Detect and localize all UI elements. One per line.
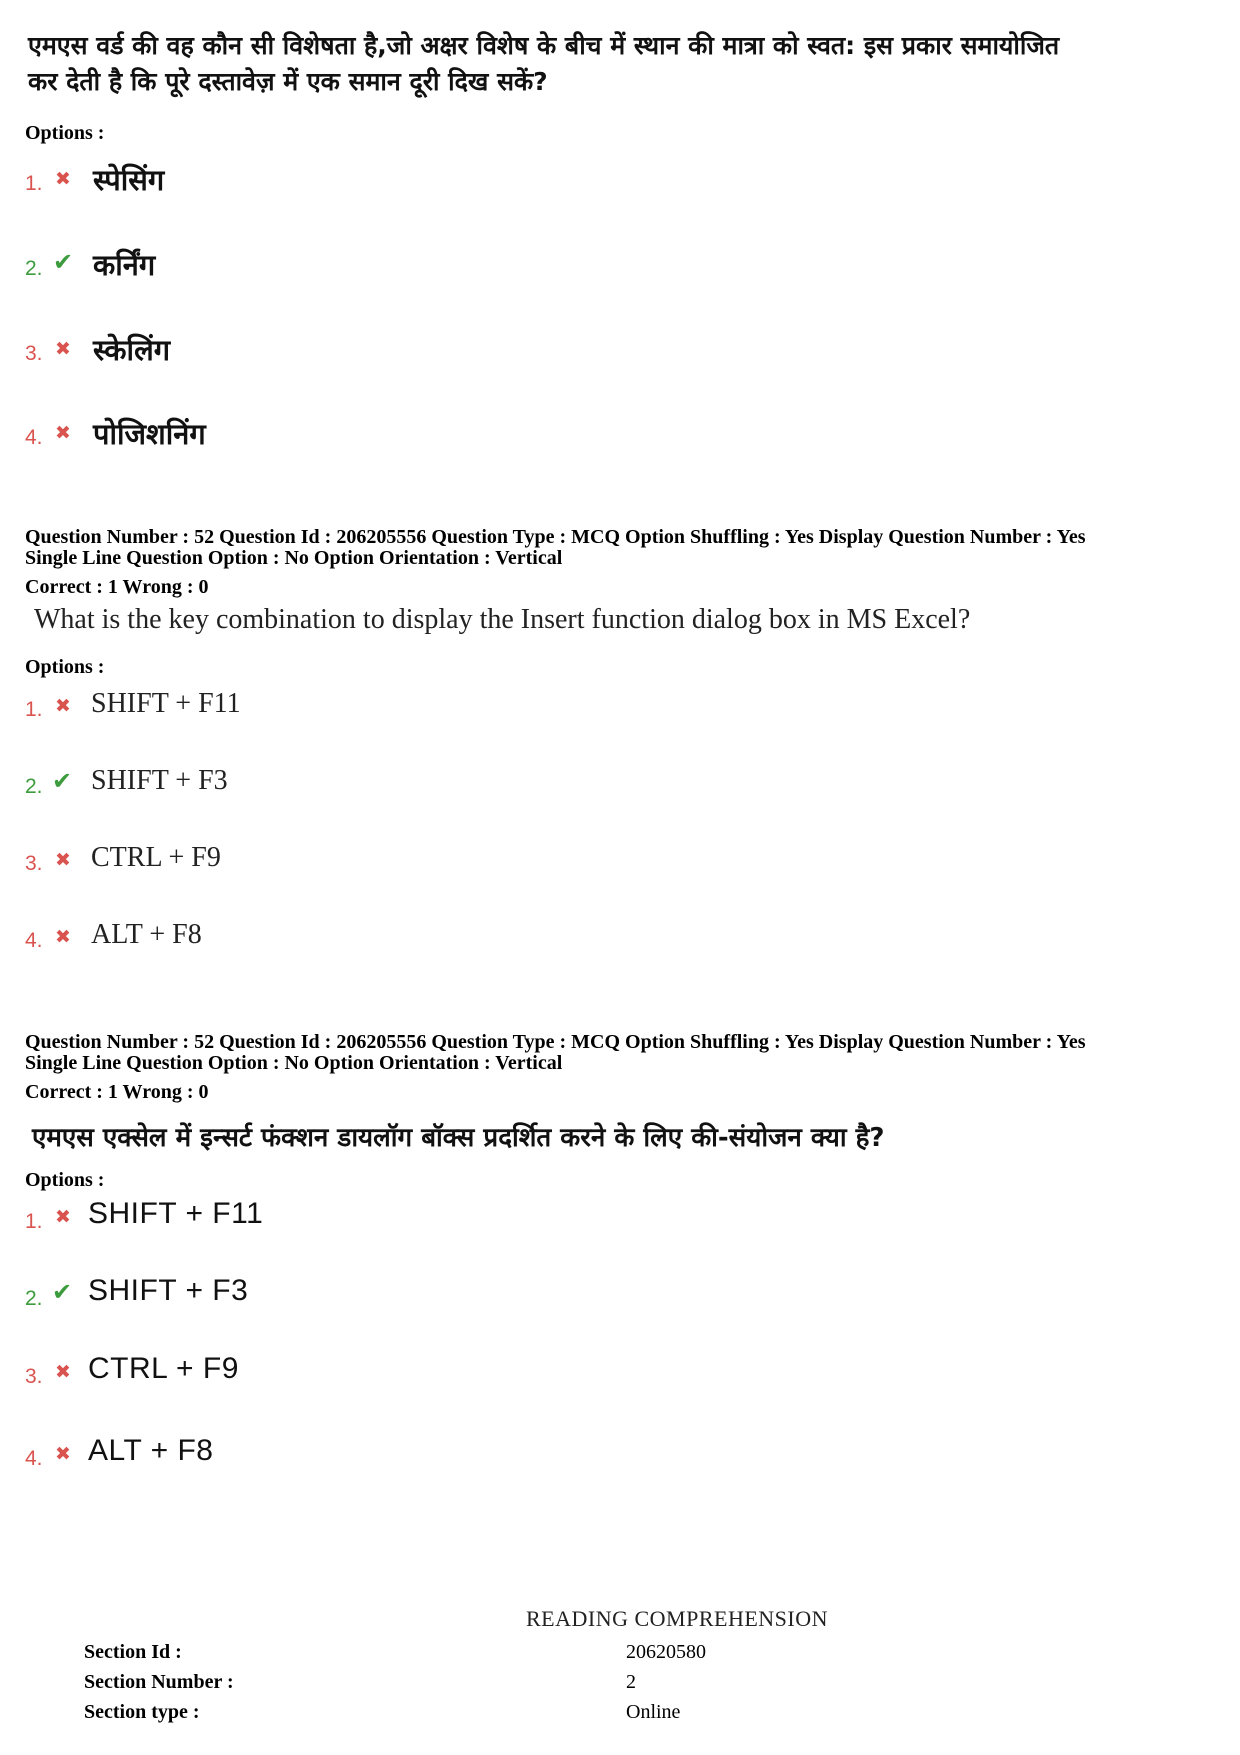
cross-icon: ✖ (55, 1206, 71, 1228)
option-number: 2. (25, 1287, 43, 1310)
question-meta-line-1: Question Number : 52 Question Id : 206205556 Question Type : MCQ Option Shuffling : Yes Display Question Number : Yes (25, 1031, 1086, 1053)
option-number: 3. (25, 342, 43, 365)
option-text: स्केलिंग (93, 333, 171, 367)
section-type-value: Online (626, 1701, 681, 1723)
check-icon: ✔ (52, 767, 73, 795)
question-meta-line-2: Single Line Question Option : No Option Orientation : Vertical (25, 547, 563, 569)
option-number: 4. (25, 1447, 43, 1470)
option-text: SHIFT + F3 (91, 765, 228, 796)
options-label: Options : (25, 656, 105, 678)
option-text: CTRL + F9 (91, 842, 221, 873)
section-number-value: 2 (626, 1671, 636, 1693)
cross-icon: ✖ (55, 1361, 71, 1383)
question-meta-line-1: Question Number : 52 Question Id : 206205556 Question Type : MCQ Option Shuffling : Yes Display Question Number : Yes (25, 526, 1086, 548)
question-text-line-2: कर देती है कि पूरे दस्तावेज़ में एक समान दूरी दिख सकें? (28, 67, 548, 96)
marks-info: Correct : 1 Wrong : 0 (25, 1081, 209, 1103)
option-text: कर्निंग (93, 248, 156, 282)
section-id-value: 20620580 (626, 1641, 706, 1663)
marks-info: Correct : 1 Wrong : 0 (25, 576, 209, 598)
option-number: 1. (25, 698, 43, 721)
option-text: पोजिशनिंग (93, 417, 206, 451)
cross-icon: ✖ (55, 849, 71, 871)
option-text: स्पेसिंग (93, 163, 165, 197)
option-text: SHIFT + F11 (91, 688, 241, 719)
cross-icon: ✖ (55, 422, 71, 444)
cross-icon: ✖ (55, 1443, 71, 1465)
question-meta-line-2: Single Line Question Option : No Option Orientation : Vertical (25, 1052, 563, 1074)
section-number-label: Section Number : (84, 1671, 234, 1693)
option-text: CTRL + F9 (88, 1352, 239, 1385)
option-number: 4. (25, 426, 43, 449)
cross-icon: ✖ (55, 168, 71, 190)
option-number: 2. (25, 257, 43, 280)
option-text: SHIFT + F3 (88, 1274, 249, 1307)
cross-icon: ✖ (55, 926, 71, 948)
option-number: 1. (25, 1210, 43, 1233)
section-id-label: Section Id : (84, 1641, 182, 1663)
option-text: ALT + F8 (88, 1434, 214, 1467)
option-number: 2. (25, 775, 43, 798)
cross-icon: ✖ (55, 695, 71, 717)
question-text: एमएस एक्सेल में इन्सर्ट फंक्शन डायलॉग बॉक्स प्रदर्शित करने के लिए की-संयोजन क्या है? (32, 1123, 885, 1153)
question-text: What is the key combination to display the Insert function dialog box in MS Excel? (34, 604, 971, 635)
option-number: 1. (25, 172, 43, 195)
option-number: 3. (25, 852, 43, 875)
section-type-label: Section type : (84, 1701, 200, 1723)
options-label: Options : (25, 1169, 105, 1191)
check-icon: ✔ (53, 248, 74, 276)
cross-icon: ✖ (55, 338, 71, 360)
option-number: 4. (25, 929, 43, 952)
option-text: SHIFT + F11 (88, 1197, 264, 1230)
question-text-line-1: एमएस वर्ड की वह कौन सी विशेषता है,जो अक्षर विशेष के बीच में स्थान की मात्रा को स्वत: इस प्रकार समायोजित (28, 31, 1060, 60)
section-title: READING COMPREHENSION (526, 1606, 829, 1631)
option-number: 3. (25, 1365, 43, 1388)
option-text: ALT + F8 (91, 919, 202, 950)
options-label: Options : (25, 122, 105, 144)
check-icon: ✔ (52, 1278, 73, 1306)
